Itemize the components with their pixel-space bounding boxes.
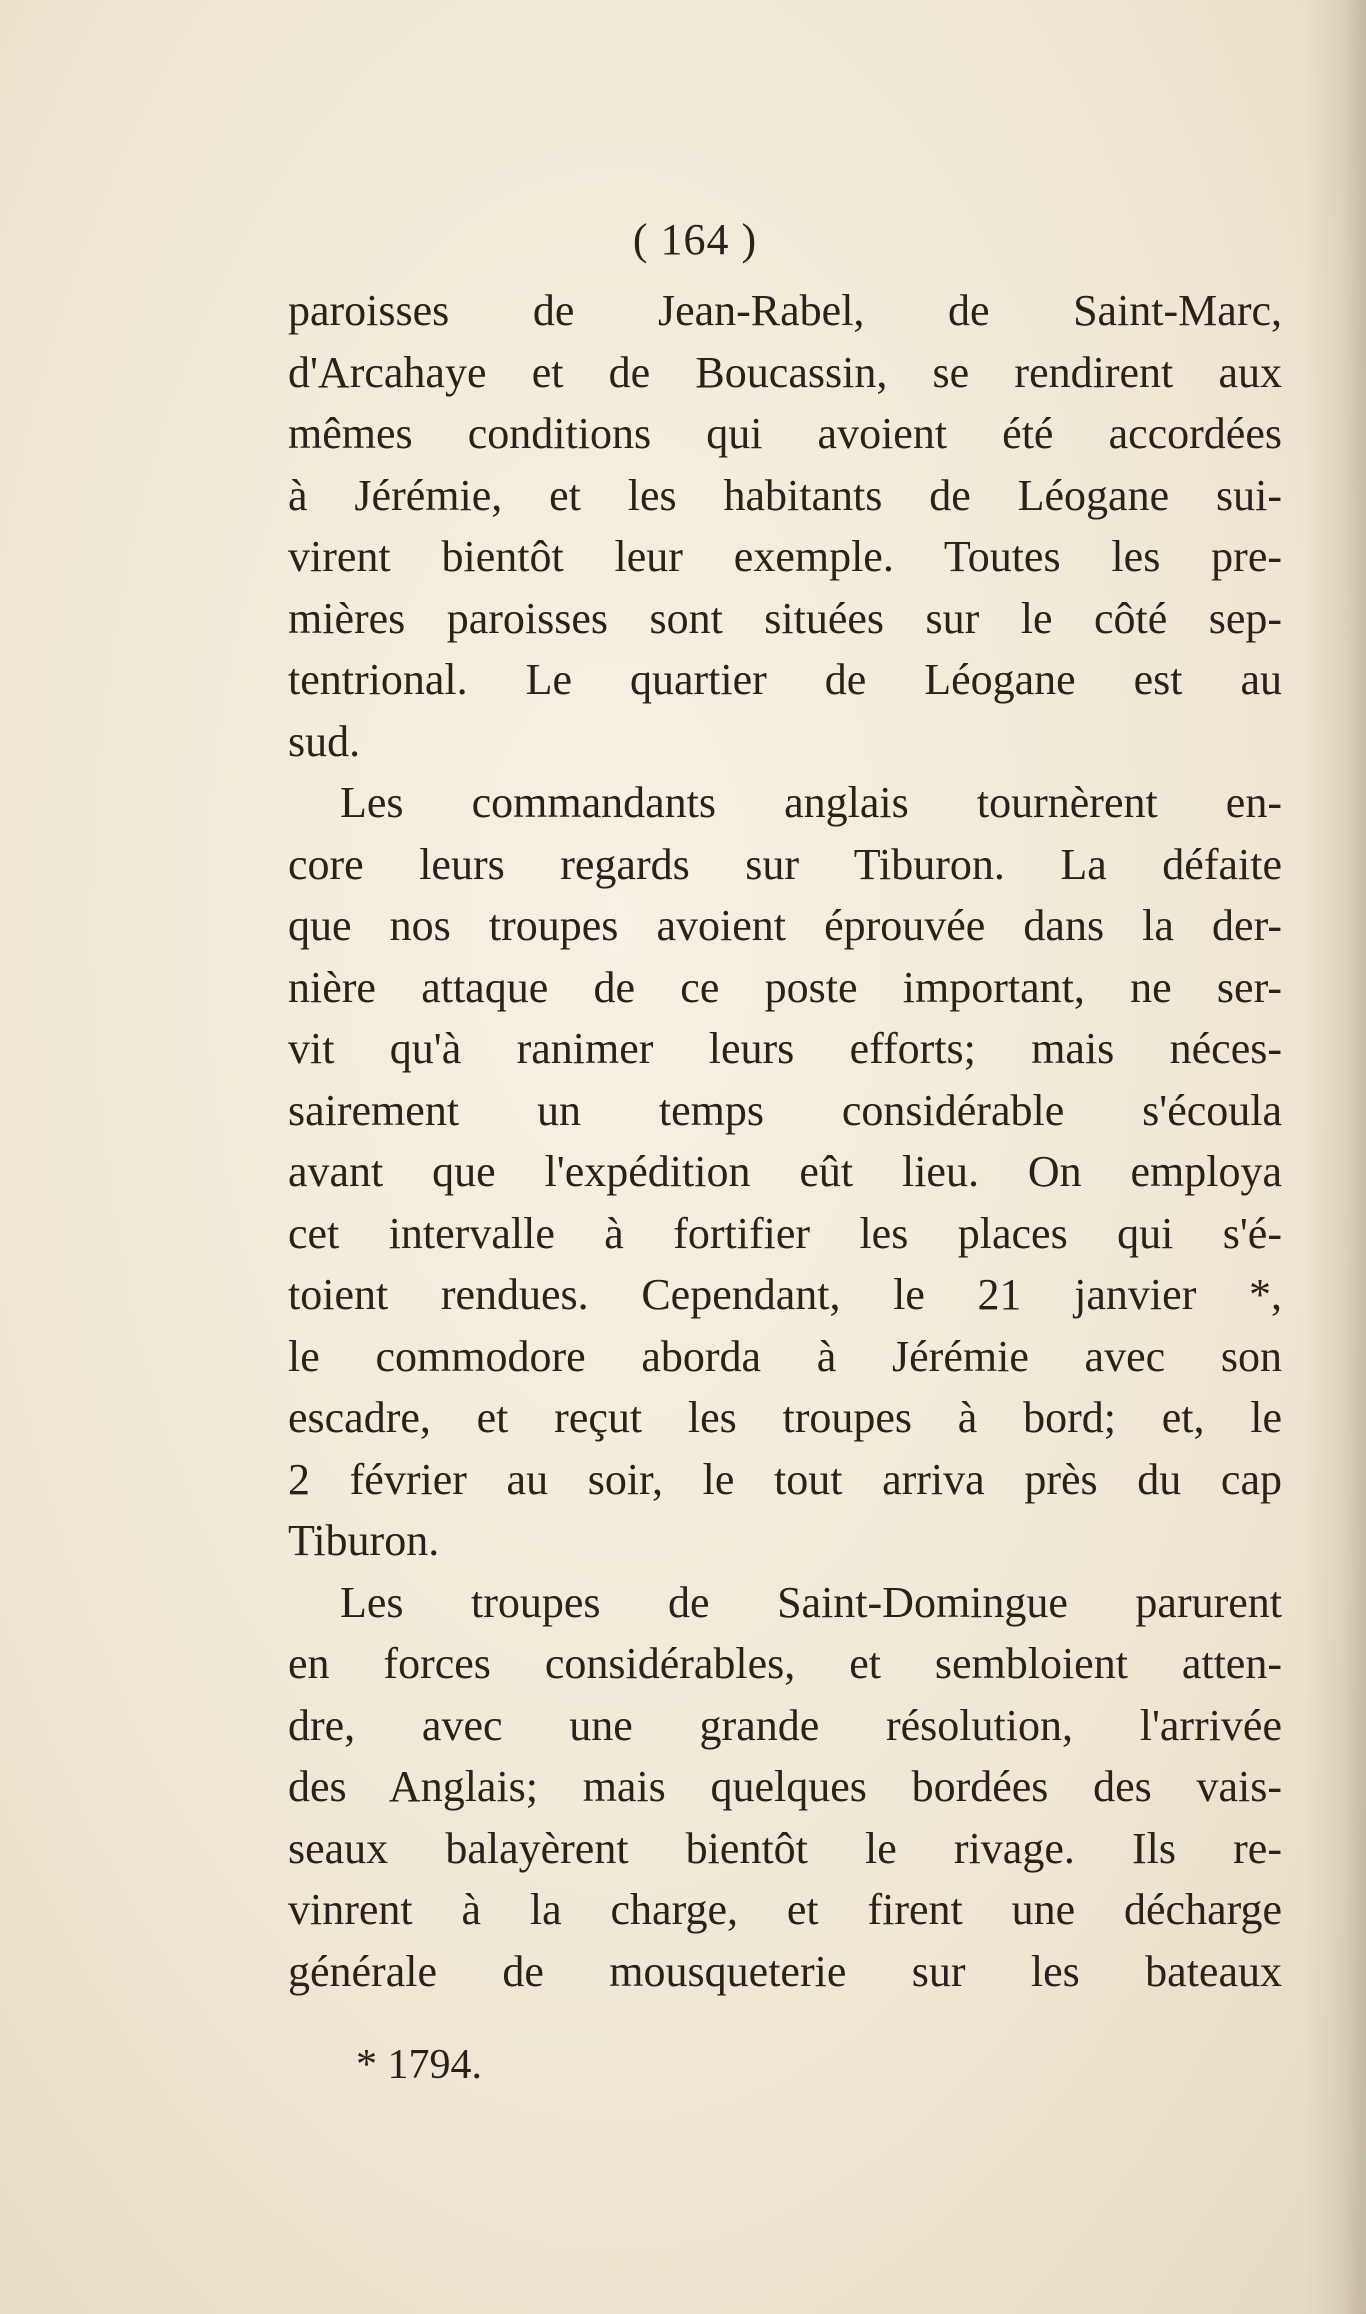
text-line: sairement un temps considérable s'écoula — [288, 1085, 1282, 1135]
text-line: core leurs regards sur Tiburon. La défaite — [288, 839, 1282, 889]
text-line: Tiburon. — [288, 1516, 440, 1565]
paragraph — [288, 772, 1282, 1572]
text-line: vit qu'à ranimer leurs efforts; mais néces- — [288, 1024, 1282, 1073]
paragraph — [288, 1572, 1282, 2003]
text-line: vinrent à la charge, et firent une décharge — [288, 1885, 1282, 1934]
text-line: d'Arcahaye et de Boucassin, se rendirent aux — [288, 347, 1282, 397]
text-line: mières paroisses sont situées sur le côté sep- — [288, 593, 1282, 643]
text-line: Les commandants anglais tournèrent en- — [340, 778, 1282, 827]
text-line: cet intervalle à fortifier les places qui s'é- — [288, 1208, 1282, 1258]
page-number: ( 164 ) — [632, 215, 758, 264]
text-line: sud. — [288, 716, 361, 766]
text-line: avant que l'expédition eût lieu. On employa — [288, 1147, 1282, 1196]
text-line: toient rendues. Cependant, le 21 janvier *, — [288, 1270, 1282, 1319]
text-line: tentrional. Le quartier de Léogane est au — [288, 655, 1282, 704]
text-line: que nos troupes avoient éprouvée dans la der- — [288, 901, 1282, 950]
text-line: des Anglais; mais quelques bordées des vais- — [288, 1762, 1282, 1811]
text-line: dre, avec une grande résolution, l'arrivée — [288, 1700, 1282, 1750]
text-line: le commodore aborda à Jérémie avec son — [288, 1331, 1282, 1381]
text-line: générale de mousqueterie sur les bateaux — [288, 1946, 1282, 1996]
text-line: seaux balayèrent bientôt le rivage. Ils re- — [288, 1823, 1282, 1873]
paragraph — [288, 280, 1282, 772]
page-gutter-shadow — [1306, 0, 1366, 2314]
text-line: Les troupes de Saint-Domingue parurent — [340, 1577, 1282, 1627]
text-line: mêmes conditions qui avoient été accordées — [288, 409, 1282, 458]
text-line: 2 février au soir, le tout arriva près du cap — [288, 1454, 1282, 1504]
text-block — [288, 200, 1282, 2100]
text-line: escadre, et reçut les troupes à bord; et, le — [288, 1393, 1282, 1442]
text-line: paroisses de Jean-Rabel, de Saint-Marc, — [288, 286, 1282, 335]
footnote: * 1794. — [356, 2042, 482, 2088]
text-line: nière attaque de ce poste important, ne ser- — [288, 962, 1282, 1012]
text-line: virent bientôt leur exemple. Toutes les pre- — [288, 532, 1282, 581]
text-line: en forces considérables, et sembloient atten- — [288, 1639, 1282, 1688]
text-line: à Jérémie, et les habitants de Léogane sui- — [288, 470, 1282, 520]
